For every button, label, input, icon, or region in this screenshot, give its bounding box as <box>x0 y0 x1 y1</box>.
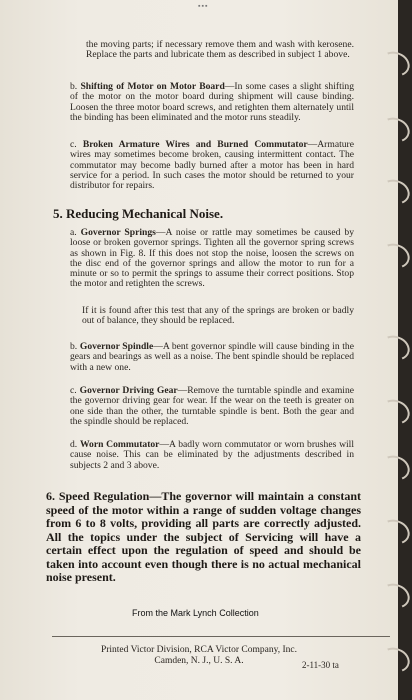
collection-note: From the Mark Lynch Collection <box>132 608 259 618</box>
speed-regulation-paragraph: 6. Speed Regulation—The governor will maintain a constant speed of the motor within a range of sudden voltage changes from 6 to 8 volts, providing all parts are correctly adjusted. All the topics under the subject of Servicing will have a certain effect upon the regulation of speed and should be taken into account even though there is no actual mechanical noise present. <box>46 489 361 584</box>
item-text: —A bent governor spindle will cause binding in the gears and bearings as well as a noise. The bent spindle should be replaced with a new one. <box>70 341 354 373</box>
footer-divider <box>52 636 390 637</box>
item-title: Broken Armature Wires and Burned Commutator <box>82 139 308 150</box>
item-title: Governor Driving Gear <box>79 385 178 396</box>
item-title: Governor Springs <box>80 227 156 238</box>
item-text: —Remove the turntable spindle and examine the governor driving gear for wear. If the wear on the teeth is greater on one side than the other, the turntable spindle is bent. Both the gear and the spindle should be replaced. <box>70 385 354 427</box>
item-b-shifting <box>70 82 354 123</box>
item-text: —A noise or rattle may sometimes be caused by loose or broken governor springs. Tighten all the governor spring screws as shown in Fig. 8. If this does not stop the noise, loosen the screws on the disc end of the governor springs and allow the motor to run for a minute or so to permit the springs to assume their correct positions. Stop the motor and retighten the screws. <box>70 227 354 290</box>
intro-paragraph: the moving parts; if necessary remove them and wash with kerosene. Replace the parts and lubricate them as described in subject 1 above. <box>86 39 354 61</box>
printer-line-1: Printed Victor Division, RCA Victor Company, Inc. <box>100 645 298 655</box>
item-text: —In some cases a slight shifting of the motor on the motor board during shipment will cause binding. Loosen the three motor board screws, and retighten them alternately until the binding has been eliminated and the motor runs steadily. <box>70 81 354 123</box>
item-a-extra: If it is found after this test that any of the springs are broken or badly out of balance, they should be replaced. <box>82 305 354 327</box>
item-d-worn-commutator <box>70 440 354 471</box>
item-label: b. <box>70 81 78 92</box>
item-label: c. <box>70 139 77 150</box>
print-code: 2-11-30 ta <box>302 660 339 670</box>
item-c-armature <box>70 140 354 191</box>
item-c-governor-driving-gear <box>70 386 354 427</box>
item-label: a. <box>70 227 77 238</box>
item-label: b. <box>70 341 78 352</box>
item-b-governor-spindle <box>70 342 354 373</box>
printer-line-2: Camden, N. J., U. S. A. <box>154 655 244 666</box>
header-mark: ▪▪▪ <box>198 3 209 10</box>
item-a-governor-springs <box>70 228 354 290</box>
item-title: Worn Commutator <box>79 439 160 450</box>
item-text: —Armature wires may sometimes become broken, causing intermittent contact. The commutator may become badly burned after a motor has been in hard service for a period. In such cases the motor should be returned to your distributor for repairs. <box>70 139 355 192</box>
item-title: Governor Spindle <box>79 341 154 352</box>
item-title: Shifting of Motor on Motor Board <box>80 81 225 92</box>
item-text: —A badly worn commutator or worn brushes will cause noise. This can be eliminated by the adjustments described in subjects 2 and 3 above. <box>70 439 354 471</box>
section-5-title: 5. Reducing Mechanical Noise. <box>53 206 224 221</box>
item-label: d. <box>70 439 78 450</box>
item-label: c. <box>70 385 77 396</box>
